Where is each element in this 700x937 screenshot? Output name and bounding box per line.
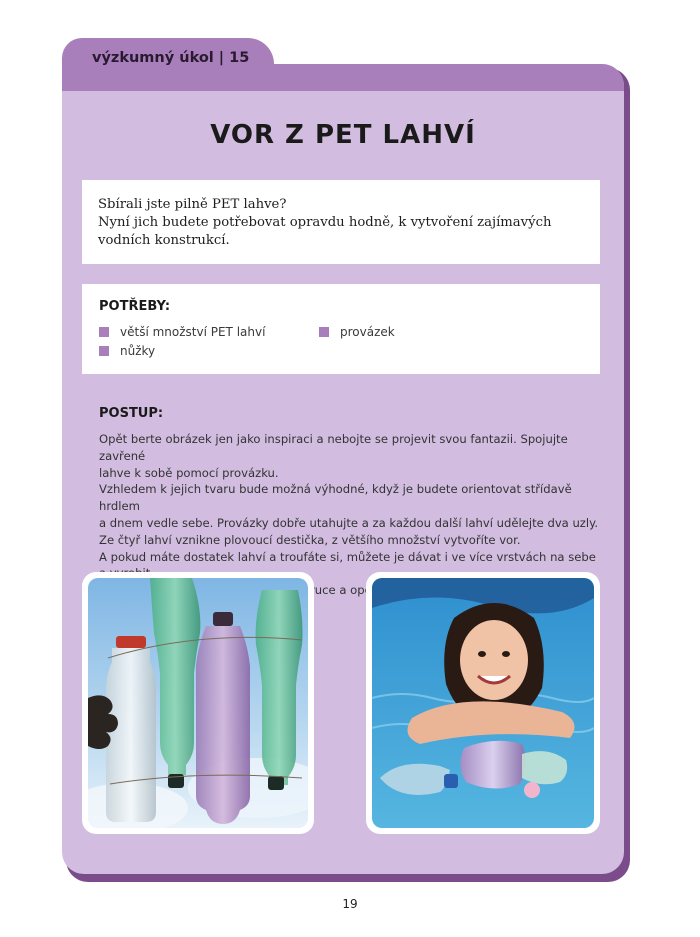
bottles-photo <box>82 572 314 834</box>
needs-item <box>99 344 155 358</box>
square-bullet-icon <box>99 327 109 337</box>
intro-text: Sbírali jste pilně PET lahve? Nyní jich budete potřebovat opravdu hodně, k vytvoření zajímavých vodních konstrukcí. <box>98 197 552 248</box>
needs-item-label: provázek <box>340 325 395 339</box>
needs-item <box>99 325 265 339</box>
page-number: 19 <box>342 897 358 911</box>
needs-item <box>319 325 395 339</box>
postup-title: POSTUP: <box>99 406 164 421</box>
intro-box <box>82 180 600 264</box>
page-title: VOR Z PET LAHVÍ <box>210 120 476 150</box>
needs-item-label: nůžky <box>120 344 156 358</box>
needs-title: POTŘEBY: <box>99 299 171 314</box>
bottles-photo-image <box>88 578 308 828</box>
postup-text: Opět berte obrázek jen jako inspiraci a nebojte se projevit svou fantazii. Spojujte zavřené lahve k sobě pomocí provázku. Vzhledem k jejich tvaru bude možná výhodné, když je budete orientovat střídavě hrdlem a dnem vedle sebe. Provázky dobře utahujte a za každou další lahví udělejte dva uzly. Ze čtyř lahví vznikne plovoucí destička, z většího množství vytvoříte vor. A pokud máte dostatek lahví a troufáte si, můžete je dávat i ve více vrstvách na sebe ruce a <box>99 432 599 598</box>
square-bullet-icon <box>319 327 329 337</box>
girl-pool-photo-image <box>372 578 594 828</box>
needs-item-label: větší množství PET lahví <box>120 325 266 339</box>
square-bullet-icon <box>99 346 109 356</box>
girl-pool-photo <box>366 572 600 834</box>
header-tab-label: výzkumný úkol | 15 <box>92 50 250 66</box>
needs-box <box>82 284 600 374</box>
